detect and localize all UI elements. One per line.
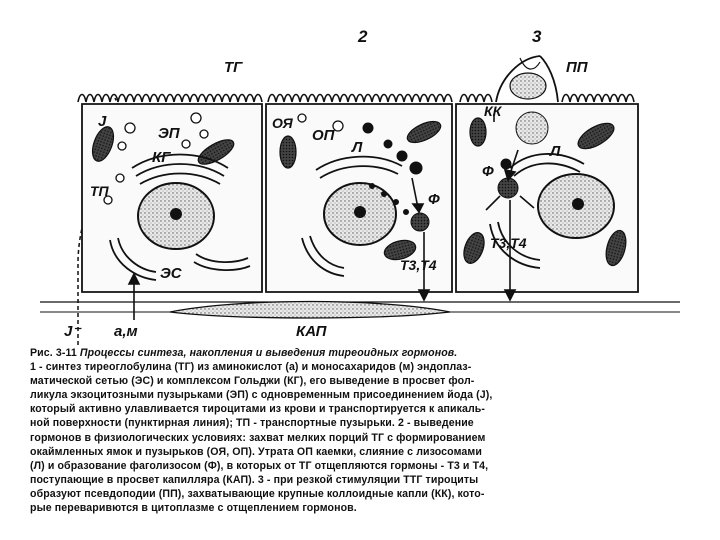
caption-line: ликула экзоцитозными пузырьками (ЭП) с одновременным присоединением йода (J), <box>30 389 493 402</box>
label-kap: КАП <box>296 323 327 340</box>
caption-title-line <box>30 346 695 360</box>
label-tp: ТП <box>90 183 109 199</box>
label-tg: ТГ <box>224 59 243 76</box>
label-oya: ОЯ <box>272 115 293 131</box>
caption-figure-number: Рис. 3-11 <box>30 347 77 359</box>
label-f-1: Ф <box>428 191 440 208</box>
caption-line: поступающие в просвет капилляра (КАП). 3 - при резкой стимуляции ТТГ тироциты <box>30 473 479 486</box>
label-l-1: Л <box>352 139 363 156</box>
label-op: ОП <box>312 127 335 144</box>
label-kg: КГ <box>152 149 171 166</box>
caption-line: окаймленных ямок и пузырьков (ОЯ, ОП). Утрата ОП каемки, слияние с лизосомами <box>30 445 482 458</box>
label-j: J <box>98 113 107 130</box>
caption-line: образуют псевдоподии (ПП), захватывающие крупные коллоидные капли (КК), кото- <box>30 487 485 500</box>
label-l-2: Л <box>550 143 561 160</box>
caption-line: 1 - синтез тиреоглобулина (ТГ) из аминокислот (а) и моносахаридов (м) эндоплаз- <box>30 361 472 374</box>
apical-microvilli <box>78 95 634 103</box>
caption-line: (Л) и образование фаголизосом (Ф), в которых от ТГ отщепляются гормоны - Т3 и Т4, <box>30 459 489 472</box>
caption-line: матической сетью (ЭС) и комплексом Гольджи (КГ), его выведение в просвет фол- <box>30 375 475 388</box>
caption-line: гормонов в физиологических условиях: захват мелких порций ТГ с формированием <box>30 431 486 444</box>
figure-caption <box>30 346 695 515</box>
caption-line: рые переваривются в цитоплазме с отщеплением гормонов. <box>30 502 357 515</box>
caption-line: который активно улавливается тироцитами из крови и транспортируется к апикаль- <box>30 403 486 416</box>
label-t3t4-1: T3,T4 <box>400 257 437 273</box>
caption-title: Процессы синтеза, накопления и выведения тиреоидных гормонов. <box>79 347 458 359</box>
stage-number-3: 3 <box>532 27 542 46</box>
capillary <box>40 302 680 319</box>
nucleus-cell-3 <box>538 174 614 238</box>
label-kk: КК <box>484 103 502 119</box>
label-es: ЭС <box>160 265 182 282</box>
caption-line: ной поверхности (пунктирная линия); ТП - транспортные пузырьки. 2 - выведение <box>30 417 474 430</box>
label-t3t4-2: T3,T4 <box>490 235 527 251</box>
stage-number-2: 2 <box>358 27 368 46</box>
label-pp: ПП <box>566 59 588 76</box>
label-am: а,м <box>114 323 138 340</box>
label-ep: ЭП <box>158 125 180 142</box>
label-f-2: Ф <box>482 163 494 180</box>
label-j-minus: J⁻ <box>64 323 81 340</box>
nucleus-cell-1 <box>138 183 214 249</box>
colloid-droplet <box>510 73 546 99</box>
